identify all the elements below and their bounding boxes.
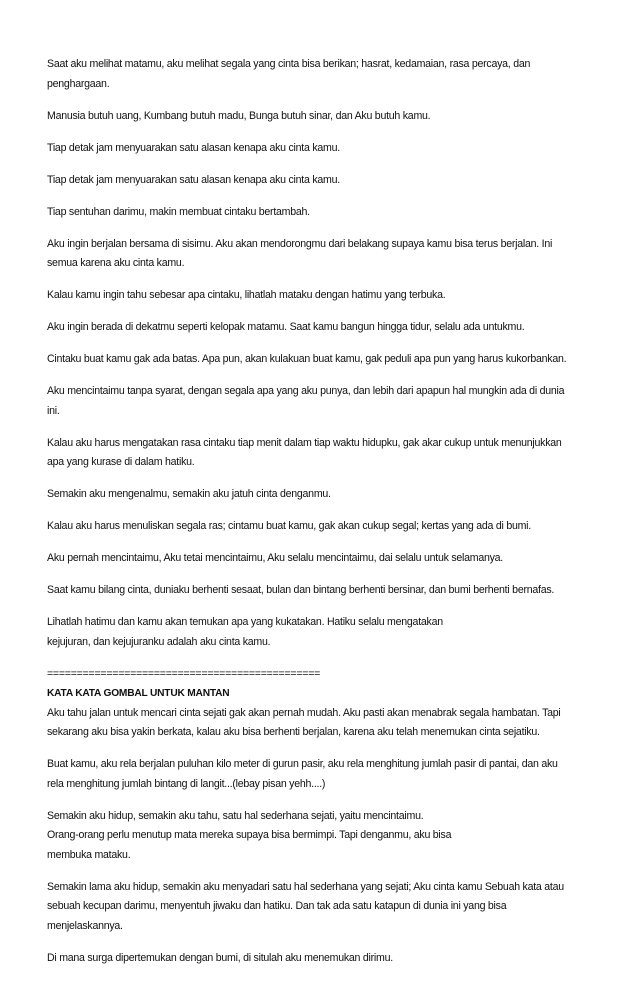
section-title: KATA KATA GOMBAL UNTUK MANTAN — [47, 688, 230, 699]
section-paragraph: Semakin aku hidup, semakin aku tahu, satu hal sederhana sejati, yaitu mencintaimu. Orang-orang perlu menutup mata mereka supaya bisa bermimpi. Tapi denganmu, aku bisa membuka mataku. — [47, 809, 452, 861]
paragraph: Saat aku melihat matamu, aku melihat segala yang cinta bisa berikan; hasrat, kedamaian, rasa percaya, dan penghargaan. — [47, 58, 531, 90]
section-paragraph: Semakin lama aku hidup, semakin aku menyadari satu hal sederhana yang sejati; Aku cinta kamu Sebuah kata atau sebuah kecupan darimu, menyentuh jiwaku dan hatiku. Dan tak ada satu katapun di dunia ini yang bisa menjelaskannya. — [47, 880, 564, 932]
paragraph: Aku pernah mencintaimu, Aku tetai mencintaimu, Aku selalu mencintaimu, dai selalu untuk selamanya. — [47, 552, 504, 564]
paragraph: Kalau aku harus mengatakan rasa cintaku tiap menit dalam tiap waktu hidupku, gak akar cukup untuk menunjukkan apa yang kurase di dalam hatiku. — [47, 436, 562, 468]
section-paragraph: Buat kamu, aku rela berjalan puluhan kilo meter di gurun pasir, aku rela menghitung jumlah pasir di pantai, dan aku rela menghitung jumlah bintang di langit...(lebay pisan yehh....) — [47, 758, 558, 790]
paragraph: Lihatlah hatimu dan kamu akan temukan apa yang kukatakan. Hatiku selalu mengatakan kejujuran, dan kejujuranku adalah aku cinta kamu. — [47, 616, 443, 648]
separator-line: ============================================== — [47, 667, 321, 680]
paragraph: Semakin aku mengenalmu, semakin aku jatuh cinta denganmu. — [47, 488, 331, 500]
paragraph: Tiap detak jam menyuarakan satu alasan kenapa aku cinta kamu. — [47, 173, 340, 186]
paragraph: Cintaku buat kamu gak ada batas. Apa pun, akan kulakuan buat kamu, gak peduli apa pun yang harus kukorbankan. — [47, 353, 567, 365]
document-page — [47, 55, 597, 981]
paragraph: Kalau kamu ingin tahu sebesar apa cintaku, lihatlah mataku dengan hatimu yang terbuka. — [47, 289, 446, 301]
paragraph: Aku ingin berada di dekatmu seperti kelopak matamu. Saat kamu bangun hingga tidur, selalu ada untukmu. — [47, 321, 525, 333]
paragraph: Aku ingin berjalan bersama di sisimu. Aku akan mendorongmu dari belakang supaya kamu bisa terus berjalan. Ini semua karena aku cinta kamu. — [47, 237, 553, 269]
paragraph: Saat kamu bilang cinta, duniaku berhenti sesaat, bulan dan bintang berhenti bersinar, dan bumi berhenti bernafas. — [47, 584, 555, 596]
paragraph: Manusia butuh uang, Kumbang butuh madu, Bunga butuh sinar, dan Aku butuh kamu. — [47, 109, 431, 122]
section-paragraph: Di mana surga dipertemukan dengan bumi, di situlah aku menemukan dirimu. — [47, 951, 393, 964]
section-intro: Aku tahu jalan untuk mencari cinta sejati gak akan pernah mudah. Aku pasti akan menabrak segala hambatan. Tapi sekarang aku bisa yakin berkata, kalau aku bisa berhenti berjalan, karena aku telah menemukan cinta sejatiku. — [47, 706, 561, 738]
paragraph: Kalau aku harus menuliskan segala ras; cintamu buat kamu, gak akan cukup segal; kertas yang ada di bumi. — [47, 520, 531, 532]
paragraph: Tiap sentuhan darimu, makin membuat cintaku bertambah. — [47, 205, 310, 218]
paragraph: Tiap detak jam menyuarakan satu alasan kenapa aku cinta kamu. — [47, 141, 340, 154]
paragraph: Aku mencintaimu tanpa syarat, dengan segala apa yang aku punya, dan lebih dari apapun hal mungkin ada di dunia ini. — [47, 385, 565, 417]
